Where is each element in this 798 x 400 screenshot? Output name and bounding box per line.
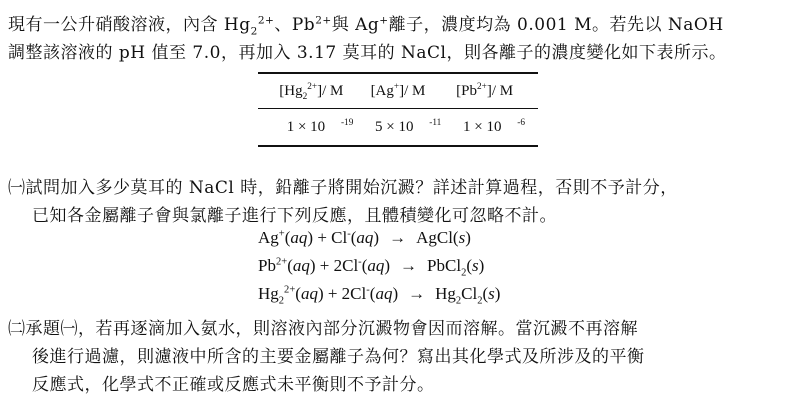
value-pb: 1 × 10 $^{-6}$ [463, 117, 526, 135]
table-header-row [258, 74, 538, 108]
question1-line-1 [8, 173, 678, 198]
question2-line-1 [8, 314, 638, 339]
intro-line-1: 現有一公升硝酸溶液，內含 $Hg_2^{2+}$、$Pb^{2+}$與 Ag+離子，濃度均為 0.001 M。若先以 NaOH [8, 14, 724, 38]
table-bottom-rule [258, 145, 538, 147]
question2-label: ㈡ [8, 319, 26, 339]
question1-label: ㈠ [8, 178, 26, 198]
table-value-row [258, 109, 538, 145]
intro-text-d: 離子，濃度均為 0.001 M。若先以 NaOH [388, 15, 724, 35]
header-pb: $[Pb^{2+}]/$ M [456, 81, 514, 99]
value-ag: 5 × 10 $^{-11}$ [375, 117, 442, 135]
intro-line-2: 調整該溶液的 pH 值至 7.0，再加入 3.17 莫耳的 NaCl，則各離子的濃度變化如下表所示。 [8, 43, 727, 63]
concentration-table [258, 72, 538, 147]
equation-pb: $Pb^{2+}(aq) + 2Cl^-(aq)$ → PbCl$_2$(s) [258, 256, 485, 279]
question1-text-1: 試問加入多少莫耳的 NaCl 時，鉛離子將開始沉澱？詳述計算過程，否則不予計分， [25, 178, 678, 198]
equation-ag: Ag+(aq) + Cl-(aq) → AgCl(s) [258, 228, 471, 247]
intro-text-b: 、Pb [274, 15, 316, 35]
intro-text-a: 現有一公升硝酸溶液，內含 Hg [8, 15, 251, 35]
question2-line-3: 反應式，化學式不正確或反應式未平衡則不予計分。 [32, 375, 435, 395]
header-hg: $[Hg_2^{2+}]/$ M [279, 81, 344, 102]
question1-line-2: 已知各金屬離子會與氯離子進行下列反應，且體積變化可忽略不計。 [32, 206, 557, 226]
intro-text-c: 與 Ag [331, 15, 380, 35]
question2-text-1: 承題㈠，若再逐滴加入氨水，則溶液內部分沉澱物會因而溶解。當沉澱不再溶解 [25, 319, 638, 339]
equation-hg: $Hg_2^{2+}(aq) + 2Cl^-(aq) \to Hg_2Cl_2(s)$ [258, 284, 501, 307]
question2-line-2: 後進行過濾，則濾液中所含的主要金屬離子為何？寫出其化學式及所涉及的平衡 [32, 347, 645, 367]
header-ag: [Ag+]/ M [370, 81, 426, 99]
value-hg: 1 × 10 $^{-19}$ [286, 117, 354, 135]
